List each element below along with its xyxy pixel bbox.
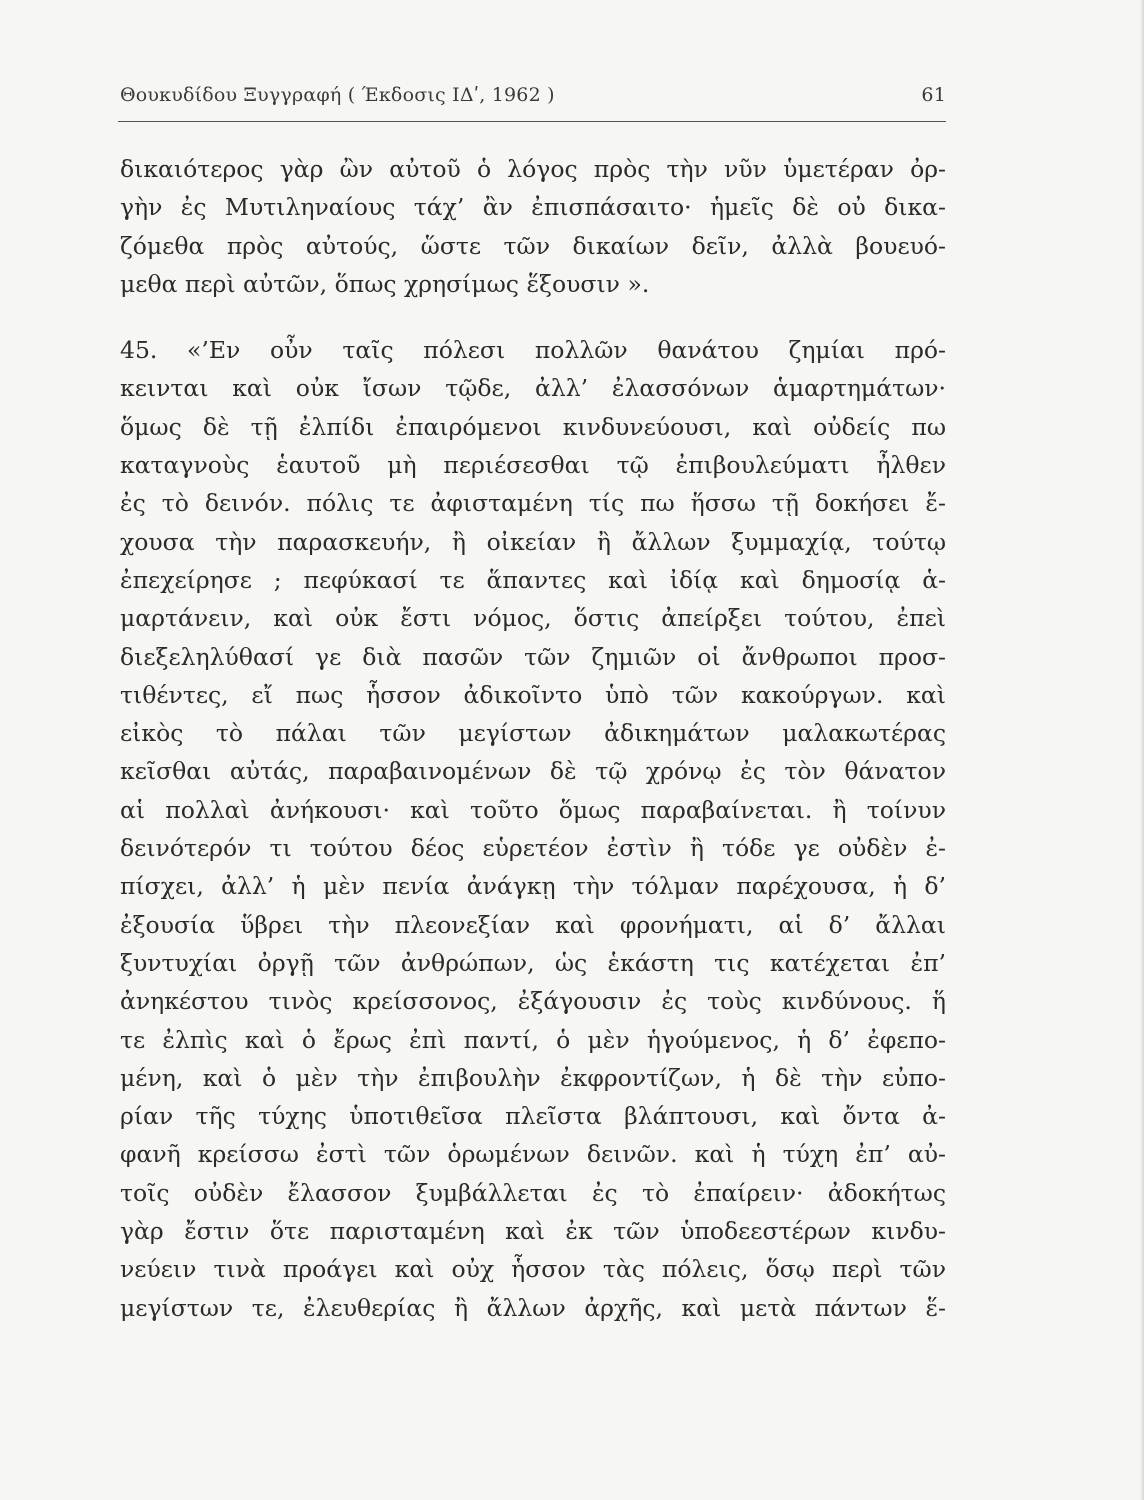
text-line: κεῖσθαι αὐτάς, παραβαινομένων δὲ τῷ χρόνῳ ἐς τὸν θάνατον — [120, 757, 946, 786]
text-line: χουσα τὴν παρασκευήν, ἢ οἰκείαν ἢ ἄλλων ξυμμαχίᾳ, τούτῳ — [120, 527, 946, 556]
text-line: ἐπεχείρησε ; πεφύκασί τε ἅπαντες καὶ ἰδίᾳ καὶ δημοσίᾳ ἁ- — [120, 565, 946, 594]
text-line: ξυντυχίαι ὀργῇ τῶν ἀνθρώπων, ὡς ἑκάστη τις κατέχεται ἐπ’ — [120, 948, 946, 977]
text-line: νεύειν τινὰ προάγει καὶ οὐχ ἧσσον τὰς πόλεις, ὅσῳ περὶ τῶν — [120, 1255, 946, 1284]
page-edge-shadow — [1140, 0, 1144, 1500]
text-line: πίσχει, ἀλλ’ ἡ μὲν πενία ἀνάγκῃ τὴν τόλμαν παρέχουσα, ἡ δ’ — [120, 872, 946, 901]
text-line: τιθέντες, εἴ πως ἧσσον ἀδικοῖντο ὑπὸ τῶν κακούργων. καὶ — [120, 680, 946, 709]
text-line: ἀνηκέστου τινὸς κρείσσονος, ἐξάγουσιν ἐς τοὺς κινδύνους. ἥ — [120, 987, 946, 1016]
text-line: μεγίστων τε, ἐλευθερίας ἢ ἄλλων ἀρχῆς, καὶ μετὰ πάντων ἕ- — [120, 1293, 946, 1322]
paragraph-gap — [120, 303, 946, 331]
text-line: γὰρ ἔστιν ὅτε παρισταμένη καὶ ἐκ τῶν ὑποδεεστέρων κινδυ- — [120, 1217, 946, 1246]
section-45 — [120, 331, 946, 1327]
text-line: ἐς τὸ δεινόν. πόλις τε ἀφισταμένη τίς πω ἥσσω τῇ δοκήσει ἔ- — [120, 489, 946, 518]
body-text — [120, 150, 946, 1327]
text-line: ρίαν τῆς τύχης ὑποτιθεῖσα πλεῖστα βλάπτουσι, καὶ ὄντα ἀ- — [120, 1102, 946, 1131]
section-first-line-text: «’Εν οὖν ταῖς πόλεσι πολλῶν θανάτου ζημίαι πρό- — [187, 336, 946, 365]
page-number: 61 — [921, 84, 946, 106]
text-line: γὴν ἐς Μυτιληναίους τάχ’ ἂν ἐπισπάσαιτο· ἡμεῖς δὲ οὐ δικα- — [120, 193, 946, 222]
text-line: δικαιότερος γὰρ ὢν αὐτοῦ ὁ λόγος πρὸς τὴν νῦν ὑμετέραν ὀρ- — [120, 155, 946, 183]
text-line: τοῖς οὐδὲν ἔλασσον ξυμβάλλεται ἐς τὸ ἐπαίρειν· ἀδοκήτως — [120, 1178, 946, 1207]
running-title: Θουκυδίδου Ξυγγραφή ( Έκδοσις ΙΔʹ, 1962 ) — [120, 84, 555, 106]
section-number: 45. — [120, 336, 158, 365]
text-line: καταγνοὺς ἑαυτοῦ μὴ περιέσεσθαι τῷ ἐπιβουλεύματι ἦλθεν — [120, 451, 946, 480]
text-line: ὅμως δὲ τῇ ἐλπίδι ἐπαιρόμενοι κινδυνεύουσι, καὶ οὐδείς πω — [120, 412, 946, 441]
header-rule — [118, 121, 946, 122]
text-line: δεινότερόν τι τούτου δέος εὑρετέον ἐστὶν ἢ τόδε γε οὐδὲν ἐ- — [120, 834, 946, 863]
text-line: μαρτάνειν, καὶ οὐκ ἔστι νόμος, ὅστις ἀπείρξει τούτου, ἐπεὶ — [120, 604, 946, 633]
text-line: ἐξουσία ὕβρει τὴν πλεονεξίαν καὶ φρονήματι, αἱ δ’ ἄλλαι — [120, 910, 946, 939]
text-line: τε ἐλπὶς καὶ ὁ ἔρως ἐπὶ παντί, ὁ μὲν ἡγούμενος, ἡ δ’ ἐφεπο- — [120, 1025, 946, 1054]
text-line: μένη, καὶ ὁ μὲν τὴν ἐπιβουλὴν ἐκφροντίζων, ἡ δὲ τὴν εὐπο- — [120, 1063, 946, 1092]
text-line: ζόμεθα πρὸς αὐτούς, ὥστε τῶν δικαίων δεῖν, ἀλλὰ βουευό- — [120, 231, 946, 260]
text-line: εἰκὸς τὸ πάλαι τῶν μεγίστων ἀδικημάτων μαλακωτέρας — [120, 719, 946, 748]
text-line: αἱ πολλαὶ ἀνήκουσι· καὶ τοῦτο ὅμως παραβαίνεται. ἢ τοίνυν — [120, 795, 946, 824]
text-line: μεθα περὶ αὐτῶν, ὅπως χρησίμως ἕξουσιν ». — [120, 269, 650, 298]
running-head — [120, 84, 946, 114]
section-first-line — [120, 331, 946, 369]
paragraph-continued — [120, 150, 946, 303]
text-line: φανῆ κρείσσω ἐστὶ τῶν ὁρωμένων δεινῶν. καὶ ἡ τύχη ἐπ’ αὐ- — [120, 1140, 946, 1169]
text-line: κεινται καὶ οὐκ ἴσων τῷδε, ἀλλ’ ἐλασσόνων ἁμαρτημάτων· — [120, 374, 946, 403]
text-line: διεξεληλύθασί γε διὰ πασῶν τῶν ζημιῶν οἱ ἄνθρωποι προσ- — [120, 642, 946, 671]
